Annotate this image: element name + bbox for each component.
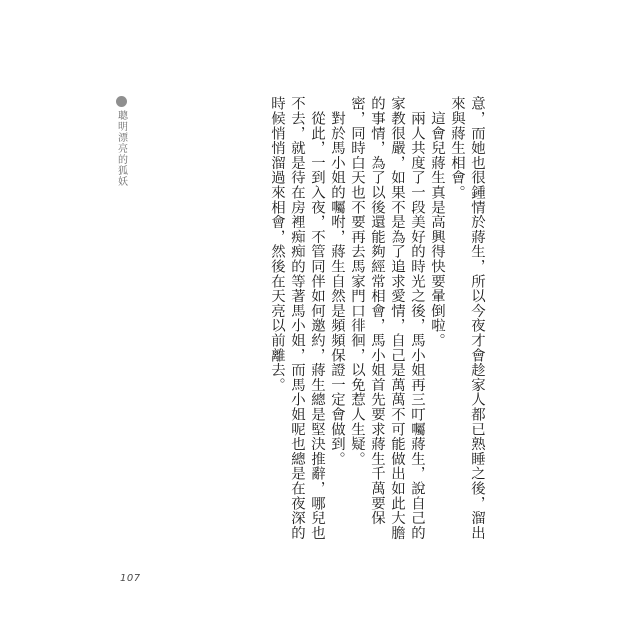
paragraph: 兩人共度了一段美好的時光之後，馬小姐再三叮囑蔣生，說自己的家教很嚴，如果不是為了追求愛情，自己是萬萬不可能做出如此大膽的事情，為了以後還能夠經常相會，馬小姐首先要求蔣生千萬要保密，同時白天也不要再去馬家門口徘徊，以免惹人生疑。 [349,96,425,540]
bullet-dot-icon [116,96,127,107]
paragraph: 這會兒蔣生真是高興得快要暈倒啦。 [429,96,445,348]
body-text [267,96,487,550]
paragraph: 對於馬小姐的囑咐，蔣生自然是頻頻保證一定會做到。 [329,96,345,466]
paragraph: 意，而她也很鍾情於蔣生，所以今夜才會趁家人都已熟睡之後，溜出來與蔣生相會。 [449,96,485,540]
chapter-title: 聰明漂亮的狐妖 [115,110,127,187]
paragraph: 從此，一到入夜，不管同伴如何邀約，蔣生總是堅決推辭，哪兒也不去，就是待在房裡痴痴的等著馬小姐，而馬小姐呢也總是在夜深的時候悄悄溜過來相會，然後在天亮以前離去。 [269,96,325,540]
running-head [113,96,129,187]
page-number: 107 [120,573,141,584]
